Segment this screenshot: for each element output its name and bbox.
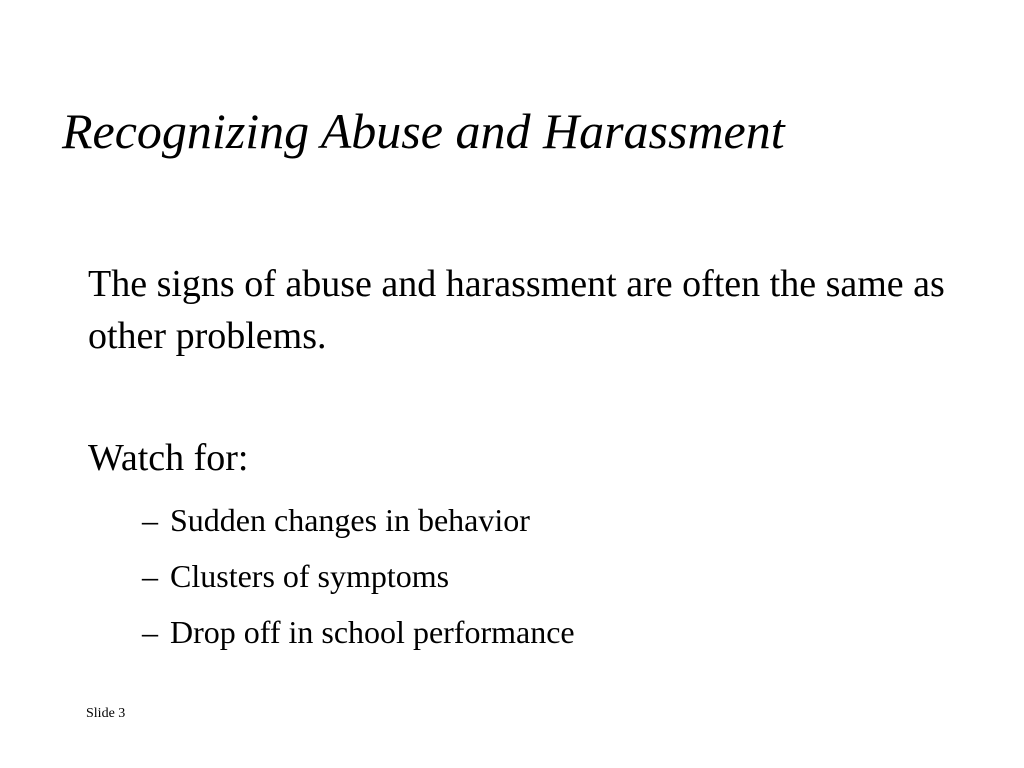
slide-number: Slide 3 xyxy=(86,706,126,721)
list-item-text: Drop off in school performance xyxy=(170,614,575,650)
symptom-list xyxy=(142,498,575,666)
list-item xyxy=(142,610,575,666)
watch-for-heading: Watch for: xyxy=(88,437,249,479)
list-item-text: Sudden changes in behavior xyxy=(170,502,530,538)
slide-title: Recognizing Abuse and Harassment xyxy=(62,103,785,159)
slide-intro-block xyxy=(88,258,948,363)
list-item-text: Clusters of symptoms xyxy=(170,558,450,594)
list-item xyxy=(142,498,575,554)
dash-marker: – xyxy=(142,558,158,594)
dash-marker: – xyxy=(142,614,158,650)
dash-marker: – xyxy=(142,502,158,538)
slide-intro-text: The signs of abuse and harassment are often the same as other problems. xyxy=(88,263,945,358)
list-item xyxy=(142,554,575,610)
